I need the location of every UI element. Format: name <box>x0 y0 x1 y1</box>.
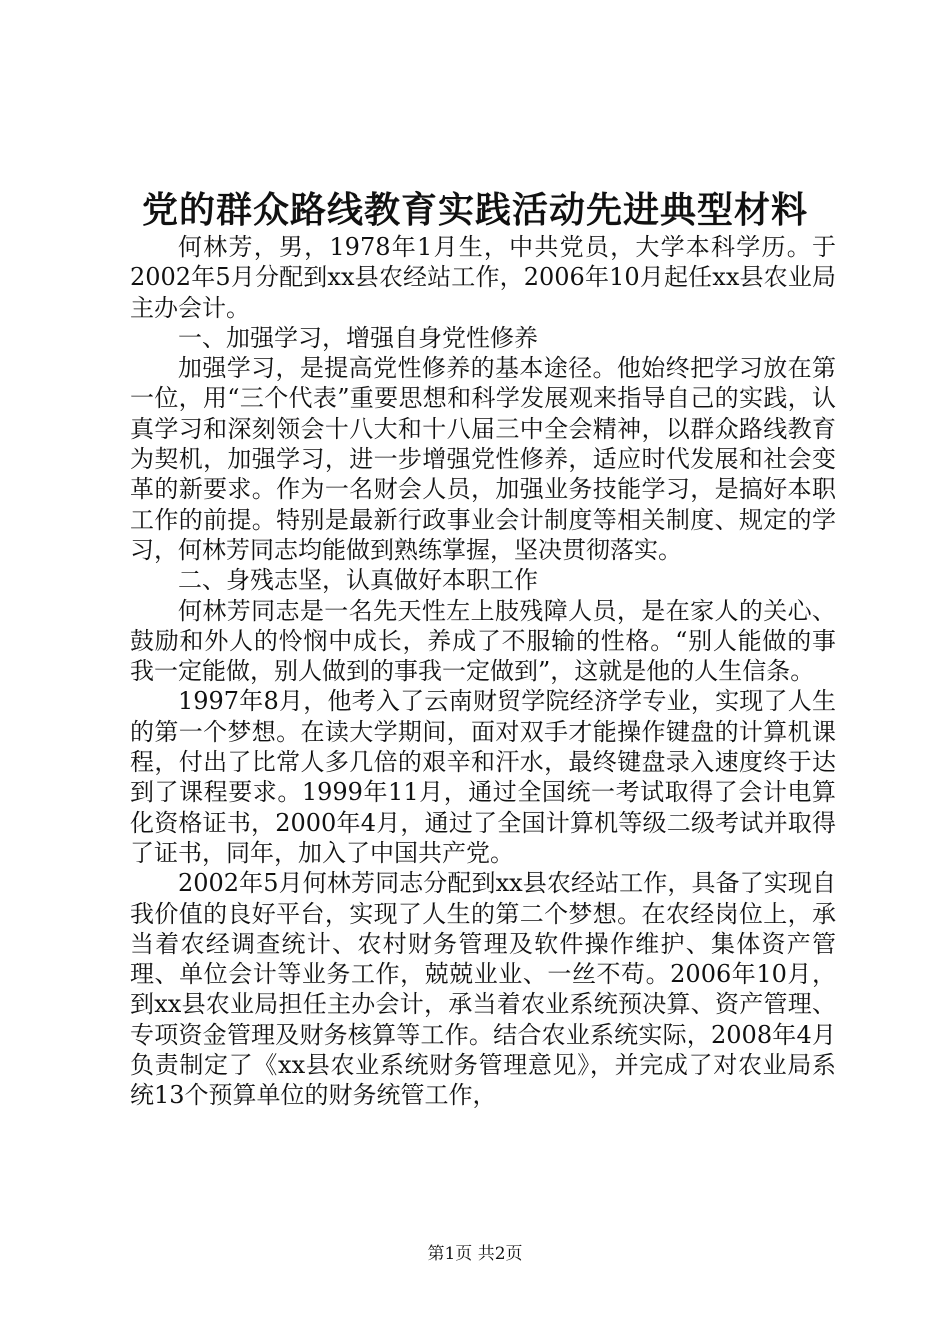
intro-paragraph: 何林芳，男，1978年1月生，中共党员，大学本科学历。于2002年5月分配到xx县农经站工作，2006年10月起任xx县农业局主办会计。 <box>130 233 836 322</box>
section-2-paragraph-1: 何林芳同志是一名先天性左上肢残障人员，是在家人的关心、鼓励和外人的怜悯中成长，养成了不服输的性格。“别人能做的事我一定能做，别人做到的事我一定做到”，这就是他的人生信条。 <box>130 596 836 686</box>
section-heading-1: 一、加强学习，增强自身党性修养 <box>178 323 538 352</box>
document-title: 党的群众路线教育实践活动先进典型材料 <box>141 189 808 231</box>
section-2-paragraph-2: 1997年8月，他考入了云南财贸学院经济学专业，实现了人生的第一个梦想。在读大学期间，面对双手才能操作键盘的计算机课程，付出了比常人多几倍的艰辛和汗水，最终键盘录入速度终于达到了课程要求。1999年11月，通过全国统一考试取得了会计电算化资格证书，2000年4月，通过了全国计算机等级二级考试并取得了证书，同年，加入了中国共产党。 <box>130 687 836 867</box>
section-heading-2: 二、身残志坚，认真做好本职工作 <box>178 566 538 595</box>
page-footer: 第1页 共2页 <box>427 1244 523 1264</box>
document-body <box>130 232 836 1111</box>
section-2-paragraph-3: 2002年5月何林芳同志分配到xx县农经站工作，具备了实现自我价值的良好平台，实现了人生的第二个梦想。在农经岗位上，承当着农经调查统计、农村财务管理及软件操作维护、集体资产管理、单位会计等业务工作，兢兢业业、一丝不苟。2006年10月，到xx县农业局担任主办会计，承当着农业系统预决算、资产管理、专项资金管理及财务核算等工作。结合农业系统实际，2008年4月负责制定了《xx县农业系统财务管理意见》，并完成了对农业局系统13个预算单位的财务统管工作， <box>130 869 836 1110</box>
section-1-paragraph: 加强学习，是提高党性修养的基本途径。他始终把学习放在第一位，用“三个代表”重要思想和科学发展观来指导自己的实践，认真学习和深刻领会十八大和十八届三中全会精神，以群众路线教育为契机，加强学习，进一步增强党性修养，适应时代发展和社会变革的新要求。作为一名财会人员，加强业务技能学习，是搞好本职工作的前提。特别是最新行政事业会计制度等相关制度、规定的学习，何林芳同志均能做到熟练掌握，坚决贯彻落实。 <box>130 354 836 564</box>
